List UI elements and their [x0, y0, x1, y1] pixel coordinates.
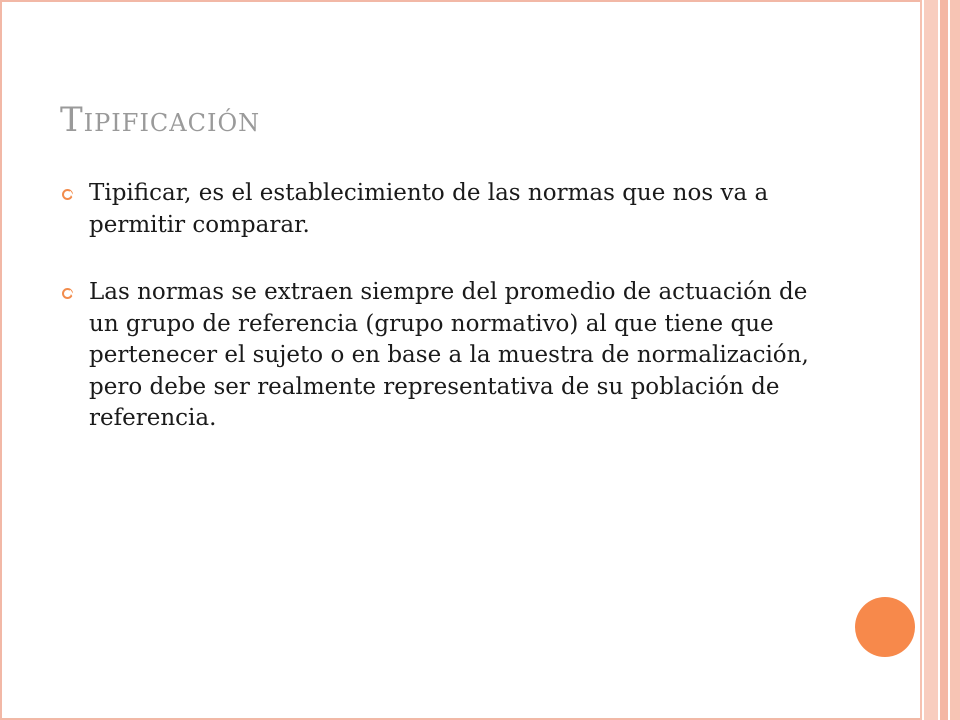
bullet-list — [60, 178, 840, 471]
bullet-item — [60, 277, 840, 435]
slide-title: Tipificación — [60, 100, 261, 140]
top-border — [0, 0, 920, 2]
bullet-item — [60, 178, 840, 241]
orange-circle-icon — [855, 597, 915, 657]
circle-bullet-icon — [62, 288, 73, 299]
bullet-text: Las normas se extraen siempre del promedio de actuación de un grupo de referencia (grupo normativo) al que tiene que pertenecer el sujeto o en base a la muestra de normalización, pero debe ser realmente representativa de su población de referencia. — [89, 279, 809, 431]
left-border — [0, 0, 2, 720]
bullet-text: Tipificar, es el establecimiento de las normas que nos va a permitir comparar. — [89, 180, 769, 238]
right-decorative-band — [920, 0, 960, 720]
circle-bullet-icon — [62, 189, 73, 200]
